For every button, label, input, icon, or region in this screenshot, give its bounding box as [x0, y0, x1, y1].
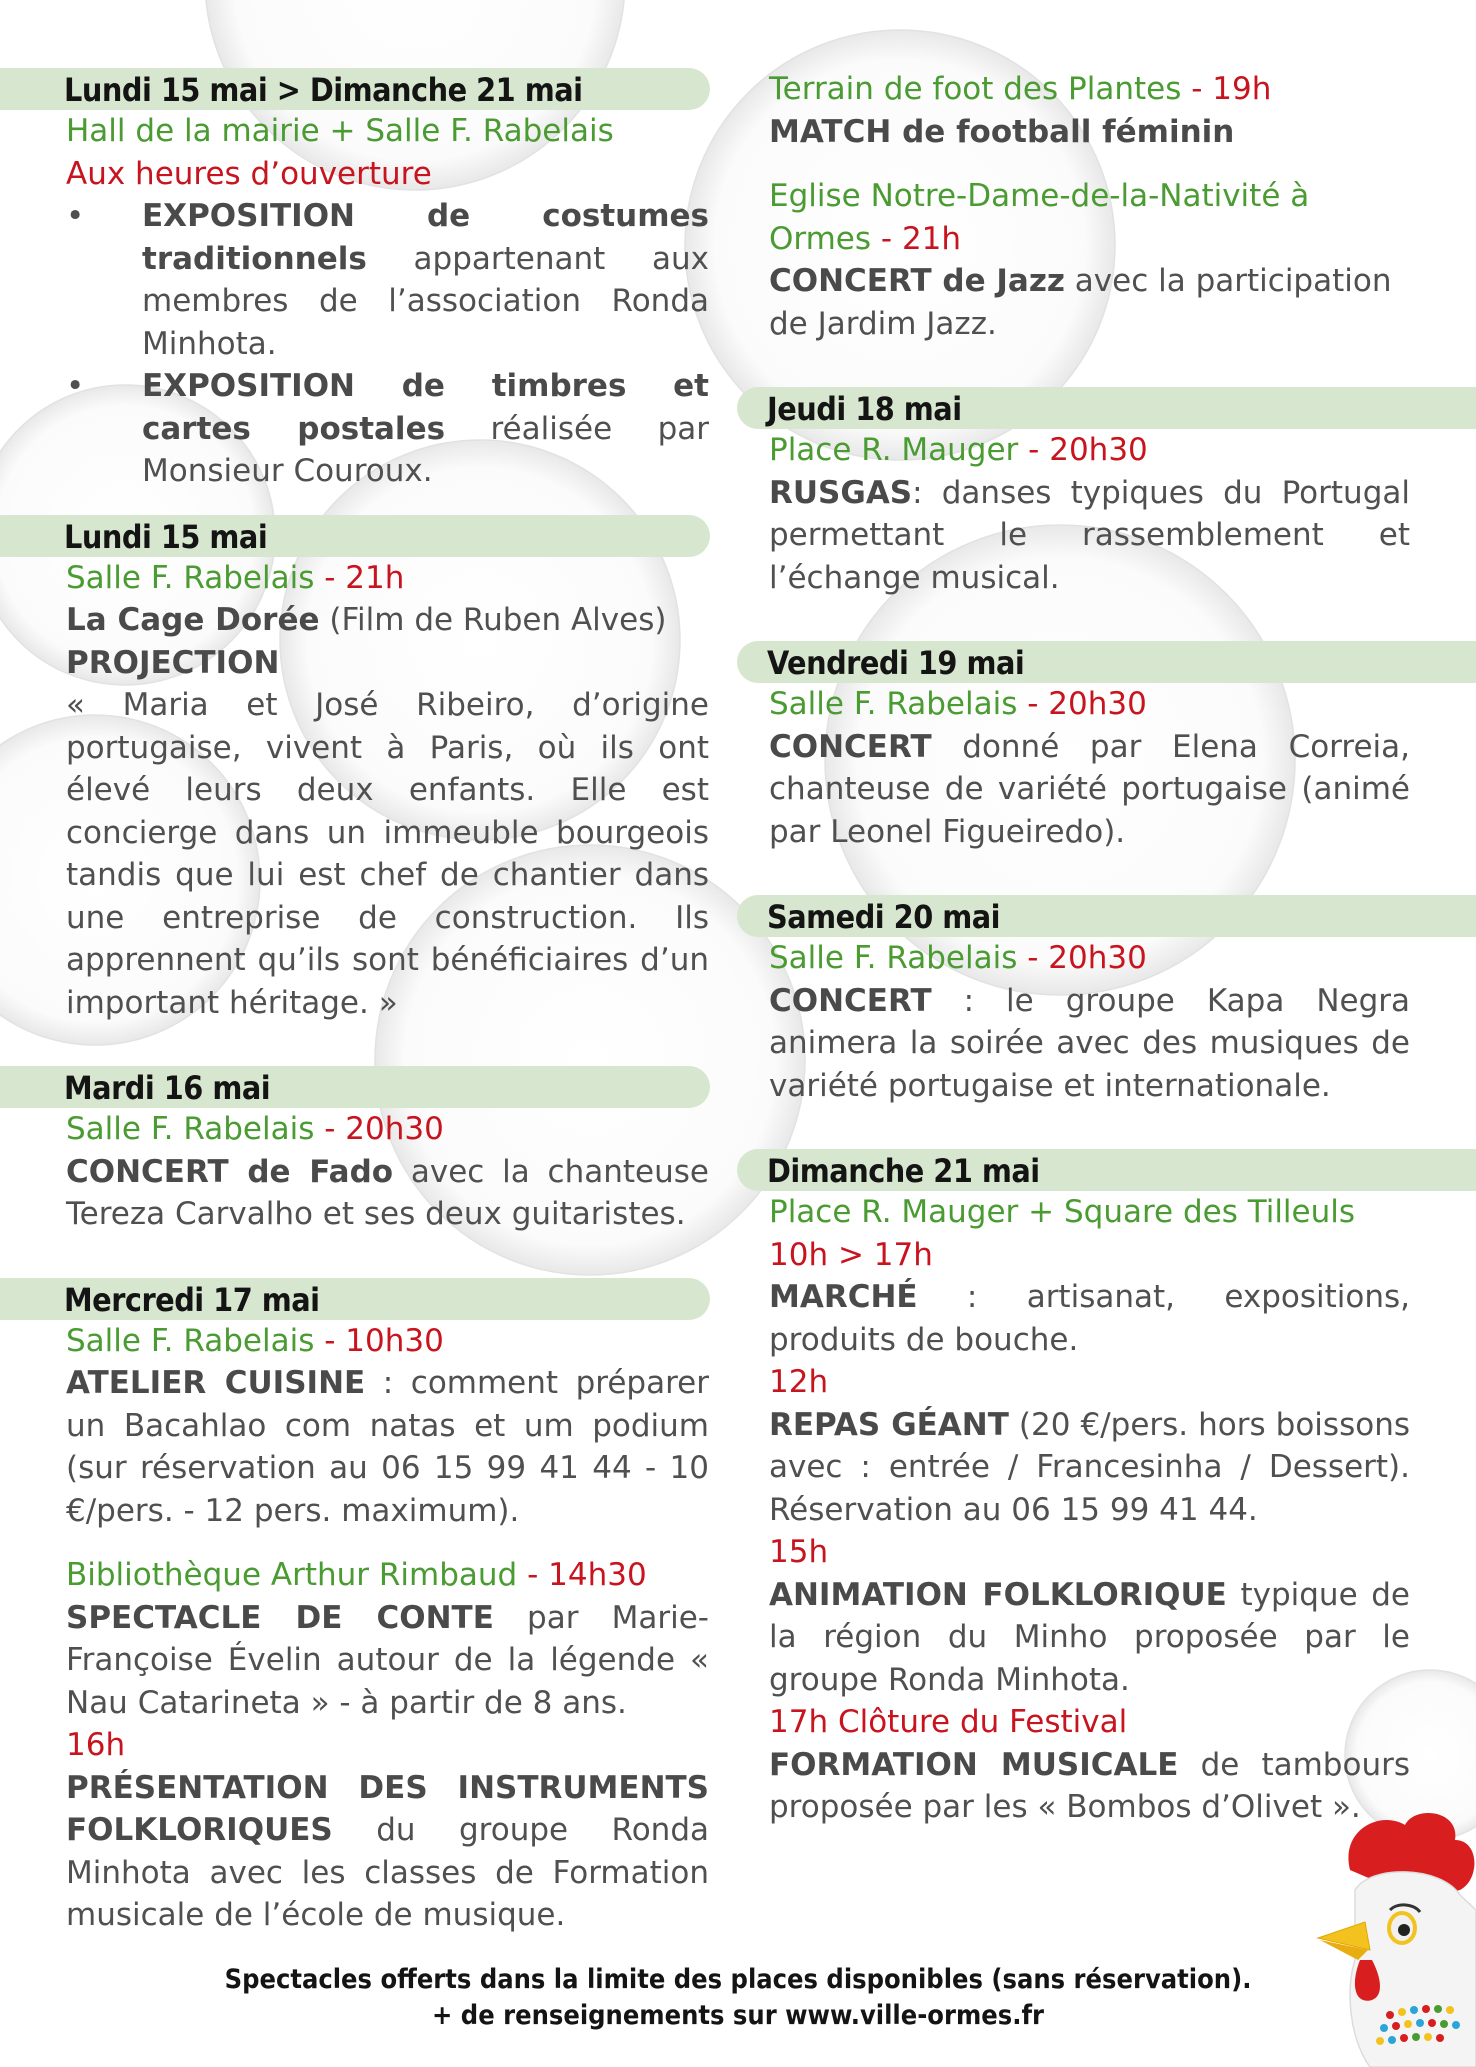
venue-time: Salle F. Rabelais - 20h30 — [769, 686, 1147, 722]
event-title: MATCH de football féminin — [769, 113, 1235, 150]
location: Salle F. Rabelais — [769, 686, 1018, 722]
event-block — [737, 429, 1476, 599]
time: 20h30 — [1048, 686, 1147, 722]
venue-time: Salle F. Rabelais - 10h30 — [66, 1322, 444, 1359]
venue-time: Terrain de foot des Plantes - 19h — [769, 71, 1272, 107]
event-description: CONCERT : le groupe Kapa Negra animera la soirée avec des musiques de variété portugaise et internationale. — [769, 982, 1410, 1104]
venue-time: Eglise Notre-Dame-de-la-Nativité à Ormes - 21h — [769, 178, 1310, 257]
day-header: Mardi 16 mai — [0, 1066, 710, 1108]
time: 14h30 — [548, 1557, 647, 1593]
time: 10h30 — [345, 1322, 444, 1359]
event-description: appartenant aux membres de l’association Ronda Minhota. — [142, 240, 709, 362]
event-description: SPECTACLE DE CONTE par Marie-Françoise Évelin autour de la légende « Nau Catarineta » - à partir de 8 ans. — [66, 1599, 709, 1721]
footer-line: Spectacles offerts dans la limite des places disponibles (sans réservation). — [224, 1964, 1252, 1995]
event-description: CONCERT donné par Elena Correia, chanteuse de variété portugaise (animé par Leonel Figueiredo). — [769, 728, 1410, 850]
event-description: PRÉSENTATION DES INSTRUMENTS FOLKLORIQUES du groupe Ronda Minhota avec les classes de Formation musicale de l’école de musique. — [66, 1769, 709, 1933]
exhibition-list — [66, 195, 709, 493]
left-column — [0, 68, 710, 1937]
footer-notice — [0, 1962, 1476, 2034]
venue-time: Salle F. Rabelais - 20h30 — [66, 1111, 444, 1147]
time: 19h — [1212, 71, 1272, 107]
event-block — [737, 683, 1476, 853]
event-title: EXPOSITION de costumes traditionnels — [142, 198, 709, 277]
venue-time: Place R. Mauger - 20h30 — [769, 432, 1148, 468]
day-header: Dimanche 21 mai — [737, 1149, 1476, 1191]
event-block — [737, 1191, 1476, 1829]
event-block — [737, 937, 1476, 1107]
right-column — [737, 68, 1476, 1829]
time: 21h — [901, 220, 962, 257]
event-block — [737, 68, 1476, 345]
film-title: La Cage Dorée (Film de Ruben Alves) — [66, 602, 667, 638]
event-description: ATELIER CUISINE : comment préparer un Bacahlao com natas et um podium (sur réservation au 06 15 99 41 44 - 10 €/pers. - 12 pers. maximum). — [66, 1365, 709, 1529]
event-title: EXPOSITION de timbres et cartes postales — [142, 368, 709, 447]
event-block — [0, 1108, 709, 1236]
location: Salle F. Rabelais — [66, 1111, 315, 1147]
event-kind: PROJECTION — [66, 644, 280, 681]
day-header: Vendredi 19 mai — [737, 641, 1476, 683]
location: Eglise Notre-Dame-de-la-Nativité à Ormes — [769, 178, 1310, 257]
film-synopsis: « Maria et José Ribeiro, d’origine portugaise, vivent à Paris, où ils ont élevé leurs deux enfants. Elle est concierge dans un immeuble bourgeois tandis que lui est chef de chantier dans une entreprise de construction. Ils apprennent qu’ils sont bénéficiaires d’un important héritage. » — [66, 687, 709, 1021]
event-description: RUSGAS: danses typiques du Portugal permettant le rassemblement et l’échange musical. — [769, 474, 1410, 596]
venue-time: Bibliothèque Arthur Rimbaud - 14h30 — [66, 1557, 647, 1593]
location: Salle F. Rabelais — [66, 559, 315, 596]
day-header: Jeudi 18 mai — [737, 387, 1476, 429]
time: 15h — [769, 1534, 829, 1570]
venue-time: Salle F. Rabelais - 21h — [66, 559, 405, 596]
location: Hall de la mairie + Salle F. Rabelais — [66, 113, 614, 149]
time: 16h — [66, 1727, 126, 1763]
event-block — [0, 110, 709, 493]
event-description: MARCHÉ : artisanat, expositions, produits de bouche. — [769, 1279, 1410, 1358]
time: 20h30 — [1048, 940, 1147, 976]
event-description: CONCERT de Jazz avec la participation de Jardim Jazz. — [769, 263, 1392, 342]
bullet-icon: • — [66, 368, 85, 404]
location: Salle F. Rabelais — [66, 1322, 315, 1359]
time: 20h30 — [345, 1111, 444, 1147]
event-description: ANIMATION FOLKLORIQUE typique de la région du Minho proposée par le groupe Ronda Minhota. — [769, 1576, 1410, 1698]
location: Place R. Mauger — [769, 432, 1019, 468]
list-item — [66, 195, 709, 365]
time: Aux heures d’ouverture — [66, 155, 432, 192]
venue-time: Salle F. Rabelais - 20h30 — [769, 940, 1147, 976]
time: 12h — [769, 1364, 829, 1400]
footer-line: + de renseignements sur www.ville-ormes.fr — [432, 2000, 1044, 2031]
location: Bibliothèque Arthur Rimbaud — [66, 1557, 518, 1593]
day-header: Lundi 15 mai — [0, 515, 710, 557]
event-block — [0, 557, 709, 1025]
event-description: réalisée par Monsieur Couroux. — [142, 410, 710, 489]
list-item — [66, 365, 709, 493]
event-description: CONCERT de Fado avec la chanteuse Tereza Carvalho et ses deux guitaristes. — [66, 1153, 709, 1232]
event-description: REPAS GÉANT (20 €/pers. hors boissons avec : entrée / Francesinha / Dessert). Réservation au 06 15 99 41 44. — [769, 1406, 1410, 1528]
time: 10h > 17h — [769, 1236, 933, 1273]
time: 21h — [345, 559, 405, 596]
location: Place R. Mauger + Square des Tilleuls — [769, 1194, 1356, 1230]
bullet-icon: • — [66, 198, 85, 234]
day-header: Samedi 20 mai — [737, 895, 1476, 937]
event-block — [0, 1320, 709, 1937]
event-description: FORMATION MUSICALE de tambours proposée par les « Bombos d’Olivet ». — [769, 1746, 1410, 1825]
location: Salle F. Rabelais — [769, 940, 1018, 976]
day-header: Lundi 15 mai > Dimanche 21 mai — [0, 68, 710, 110]
time: 20h30 — [1049, 432, 1148, 468]
day-header: Mercredi 17 mai — [0, 1278, 710, 1320]
time: 17h Clôture du Festival — [769, 1704, 1128, 1740]
location: Terrain de foot des Plantes — [769, 71, 1182, 107]
